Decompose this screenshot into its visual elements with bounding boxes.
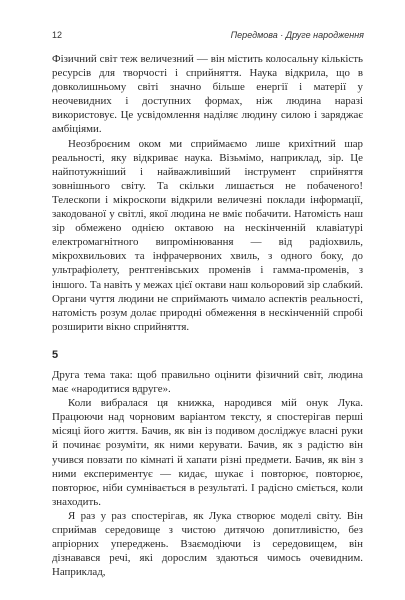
page-header xyxy=(52,30,364,44)
section-first-paragraph: Друга тема така: щоб правильно оцінити фізичний світ, людина має «народитися вдруге». xyxy=(52,368,363,396)
paragraph: Неозброєним оком ми сприймаємо лише крихітний шар реальності, яку відкриває наука. Візьмімо, наприклад, зір. Це найпотужніший і найважливіший інструмент сприйняття зовнішнього світу. Та скільки лишається не побаченого! Телескопи і мікроскопи відкрили величезні поклади інформації, закодованої у світлі, якої людина не вміє побачити. Натомість наш зір обмежено однією октавою на нескінченній клавіатурі електромагнітного випромінювання — від радіохвиль, мікрохвильових та інфрачервоних хвиль, з одного боку, до ультрафіолету, рентгенівських променів і гамма-променів, з іншого. Та навіть у межах цієї октави наш кольоровий зір слабкий. Органи чуття людини не сприймають чимало аспектів реальності, натомість розум долає природні обмеження в нескінченній спробі розширити вікно сприйняття. xyxy=(52,137,363,333)
page-number: 12 xyxy=(52,30,63,40)
body-text xyxy=(52,52,363,579)
paragraph: Фізичний світ теж величезний — він містить колосальну кількість ресурсів для творчості і сприйняття. Наука відкрила, що в довколишньому світі значно більше енергії і матерії у неочевидних і доступних формах, ніж людина наразі використовує. Це усвідомлення наділяє людину силою і заряджає амбіціями. xyxy=(52,53,363,136)
section-number: 5 xyxy=(52,348,59,361)
paragraph: Коли вибралася ця книжка, народився мій онук Лука. Працюючи над чорновим варіантом тексту, я спостерігав перші місяці його життя. Бачив, як він із подивом досліджує власні руки й починає розуміти, як ними керувати. Бачив, як з радістю він учився повзати по кімнаті й хапати різні предмети. Бачив, як він з ними експериментує — кидає, шукає і повторює, повторює, повторює, ніби сумнівається в результаті. І радісно сміється, коли знаходить. xyxy=(52,397,363,508)
paragraph: Я раз у раз спостерігав, як Лука створює моделі світу. Він сприймав середовище з чистою дитячою допитливістю, без апріорних упереджень. Взаємодіючи із середовищем, він дізнавався речі, які дорослим здаються чимось очевидним. Наприклад, xyxy=(52,509,363,579)
running-head: Передмова · Друге народження xyxy=(230,30,364,40)
